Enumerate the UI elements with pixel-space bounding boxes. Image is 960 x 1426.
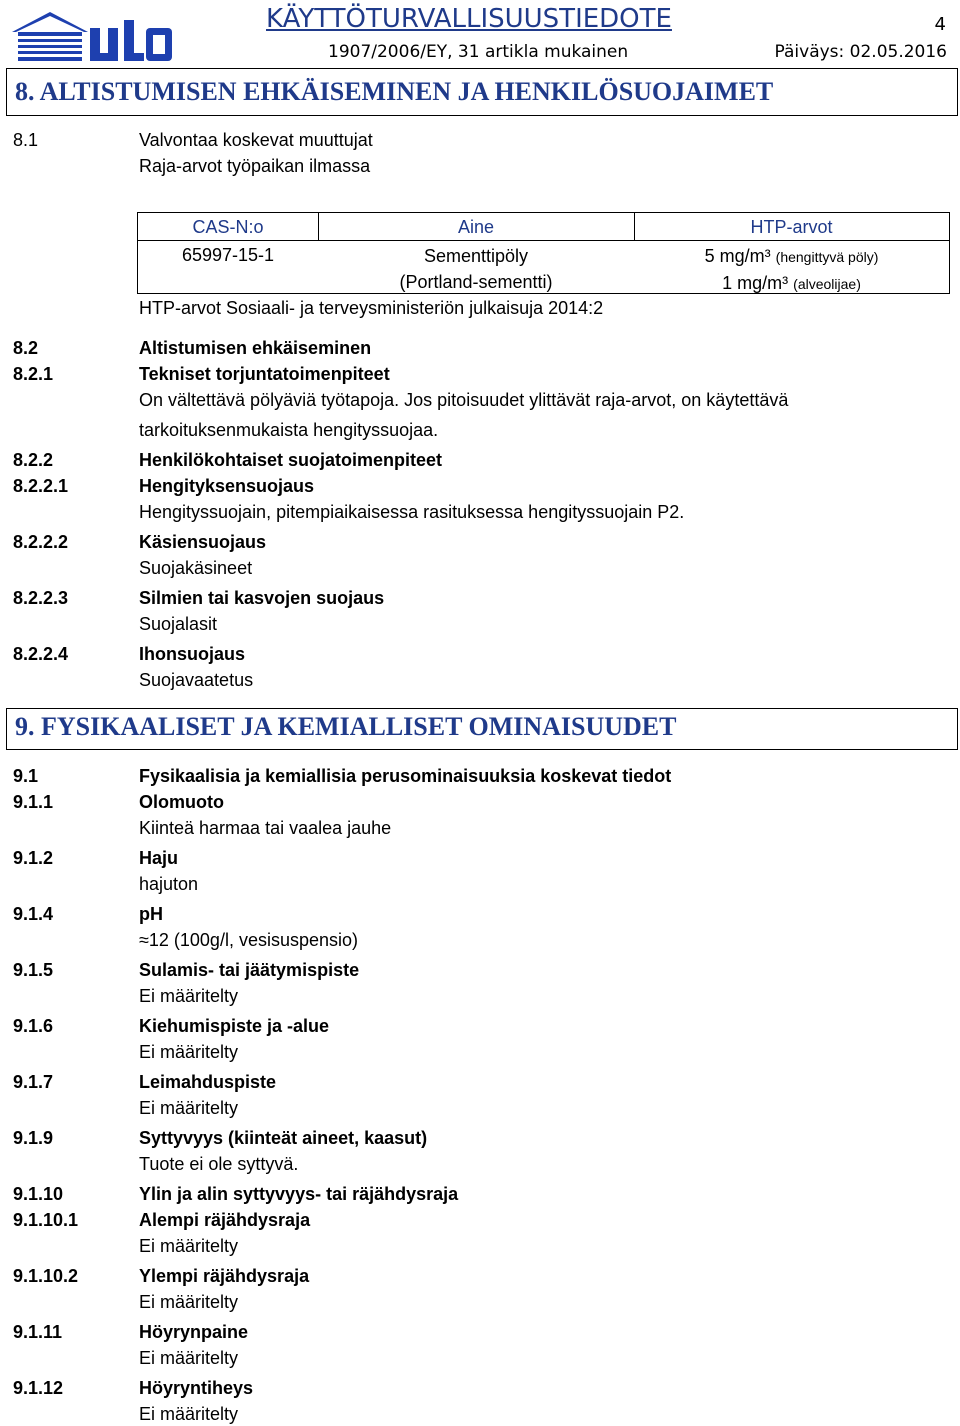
property-value: Ei määritelty (139, 1292, 239, 1312)
property-value-row (0, 984, 960, 1008)
property-row (0, 902, 960, 926)
subsection-title: Valvontaa koskevat muuttujat (139, 130, 373, 150)
section-number: 8.2.2.1 (13, 476, 69, 496)
subsection-8-1-sub (0, 154, 960, 178)
text-line (0, 388, 960, 412)
subsection-title: Henkilökohtaiset suojatoimenpiteet (139, 450, 443, 470)
section-9-header (6, 708, 958, 750)
subsection-8-2-2-4 (0, 642, 960, 666)
property-row (0, 1014, 960, 1038)
table-cell-substance (318, 243, 634, 295)
htp-value-2-amount: 1 mg/m³ (722, 273, 789, 293)
section-number: 9.1.6 (13, 1016, 54, 1036)
body-text: On vältettävä pölyäviä työtapoja. Jos pitoisuudet ylittävät raja-arvot, on käytettävä (139, 390, 789, 410)
property-value: Kiinteä harmaa tai vaalea jauhe (139, 818, 392, 838)
property-value: Ei määritelty (139, 1236, 239, 1256)
htp-value-2 (634, 270, 949, 297)
page-number: 4 (934, 14, 946, 35)
exposure-limit-table (137, 212, 950, 294)
property-value: Ei määritelty (139, 986, 239, 1006)
property-value-row (0, 1402, 960, 1426)
property-value-row (0, 872, 960, 896)
subsection-title: Altistumisen ehkäiseminen (139, 338, 372, 358)
section-8-title: 8. ALTISTUMISEN EHKÄISEMINEN JA HENKILÖSUOJAIMET (15, 77, 774, 106)
body-text: Suojalasit (139, 614, 218, 634)
subsection-8-2-2-1 (0, 474, 960, 498)
subsection-8-2-1 (0, 362, 960, 386)
property-title: Höyryntiheys (139, 1378, 254, 1398)
section-8-header (6, 68, 958, 116)
property-title: Sulamis- tai jäätymispiste (139, 960, 360, 980)
property-title: pH (139, 904, 163, 924)
subsection-subtitle: Raja-arvot työpaikan ilmassa (139, 156, 371, 176)
property-title: Haju (139, 848, 179, 868)
section-number: 9.1.2 (13, 848, 54, 868)
document-title: KÄYTTÖTURVALLISUUSTIEDOTE (266, 4, 672, 34)
section-number: 9.1.4 (13, 904, 54, 924)
section-number: 8.2 (13, 338, 39, 358)
subsection-title: Tekniset torjuntatoimenpiteet (139, 364, 390, 384)
section-number: 8.2.2.3 (13, 588, 69, 608)
property-title: Syttyvyys (kiinteät aineet, kaasut) (139, 1128, 428, 1148)
subsection-title: Hengityksensuojaus (139, 476, 315, 496)
section-number: 9.1.1 (13, 792, 54, 812)
subsection-title: Ihonsuojaus (139, 644, 246, 664)
property-value: ≈12 (100g/l, vesisuspensio) (139, 930, 358, 950)
section-number: 8.2.2.2 (13, 532, 69, 552)
property-row (0, 1264, 960, 1288)
section-number: 9.1.7 (13, 1072, 54, 1092)
subsection-title: Silmien tai kasvojen suojaus (139, 588, 385, 608)
subsection-8-2-2-2 (0, 530, 960, 554)
section-number: 9.1.5 (13, 960, 54, 980)
table-header-substance: Aine (457, 217, 495, 237)
body-text: Suojakäsineet (139, 558, 253, 578)
property-row (0, 846, 960, 870)
body-text: Hengityssuojain, pitempiaikaisessa rasituksessa hengityssuojain P2. (139, 502, 685, 522)
property-title: Leimahduspiste (139, 1072, 277, 1092)
htp-value-1-note: (hengittyvä pöly) (775, 249, 879, 265)
substance-line-2: (Portland-sementti) (399, 272, 553, 292)
property-row (0, 1208, 960, 1232)
property-value-row (0, 1346, 960, 1370)
property-value: Ei määritelty (139, 1404, 239, 1424)
section-number: 9.1.9 (13, 1128, 54, 1148)
property-row (0, 1070, 960, 1094)
text-line (0, 500, 960, 524)
table-cell-htp (634, 243, 949, 297)
section-number: 9.1.10 (13, 1184, 64, 1204)
text-line (0, 612, 960, 636)
section-number: 9.1.11 (13, 1322, 63, 1342)
section-number: 9.1.10.1 (13, 1210, 79, 1230)
property-row (0, 1126, 960, 1150)
subsection-8-1 (0, 128, 960, 152)
property-row (0, 764, 960, 788)
body-text: Suojavaatetus (139, 670, 254, 690)
text-line (0, 668, 960, 692)
property-row (0, 790, 960, 814)
property-value-row (0, 1040, 960, 1064)
property-row (0, 1376, 960, 1400)
property-value: hajuton (139, 874, 199, 894)
section-number: 9.1.10.2 (13, 1266, 79, 1286)
table-header-cas: CAS-N:o (192, 217, 264, 237)
property-row (0, 958, 960, 982)
subsection-title: Käsiensuojaus (139, 532, 267, 552)
table-header-htp: HTP-arvot (750, 217, 833, 237)
body-text: tarkoituksenmukaista hengityssuojaa. (139, 420, 439, 440)
property-title: Ylempi räjähdysraja (139, 1266, 310, 1286)
property-row (0, 1320, 960, 1344)
substance-line-1: Sementtipöly (423, 246, 529, 266)
section-number: 8.2.2.4 (13, 644, 69, 664)
property-value-row (0, 816, 960, 840)
regulation-reference: 1907/2006/EY, 31 artikla mukainen (328, 42, 629, 62)
section-number: 8.1 (13, 130, 39, 150)
company-logo (10, 6, 175, 62)
subsection-8-2 (0, 336, 960, 360)
text-line (0, 556, 960, 580)
property-value: Ei määritelty (139, 1098, 239, 1118)
property-title: Fysikaalisia ja kemiallisia perusominaisuuksia koskevat tiedot (139, 766, 672, 786)
property-row (0, 1182, 960, 1206)
property-title: Höyrynpaine (139, 1322, 249, 1342)
property-title: Kiehumispiste ja -alue (139, 1016, 330, 1036)
property-title: Alempi räjähdysraja (139, 1210, 311, 1230)
property-value: Ei määritelty (139, 1042, 239, 1062)
property-value: Ei määritelty (139, 1348, 239, 1368)
property-value: Tuote ei ole syttyvä. (139, 1154, 299, 1174)
section-number: 9.1.12 (13, 1378, 64, 1398)
property-value-row (0, 1234, 960, 1258)
subsection-8-2-2-3 (0, 586, 960, 610)
section-number: 9.1 (13, 766, 39, 786)
htp-value-1-amount: 5 mg/m³ (704, 246, 771, 266)
document-date: Päiväys: 02.05.2016 (774, 42, 947, 62)
htp-value-1 (634, 243, 949, 270)
section-9-title: 9. FYSIKAALISET JA KEMIALLISET OMINAISUUDET (15, 712, 677, 741)
property-title: Olomuoto (139, 792, 224, 812)
property-value-row (0, 1290, 960, 1314)
table-cell-cas: 65997-15-1 (181, 245, 275, 265)
property-value-row (0, 1096, 960, 1120)
property-value-row (0, 928, 960, 952)
subsection-8-2-2 (0, 448, 960, 472)
section-number: 8.2.1 (13, 364, 54, 384)
table-source-note: HTP-arvot Sosiaali- ja terveysministeriön julkaisuja 2014:2 (139, 298, 604, 318)
htp-value-2-note: (alveolijae) (793, 276, 861, 292)
text-line (0, 418, 960, 442)
property-title: Ylin ja alin syttyvyys- tai räjähdysraja (139, 1184, 459, 1204)
section-number: 8.2.2 (13, 450, 54, 470)
property-value-row (0, 1152, 960, 1176)
